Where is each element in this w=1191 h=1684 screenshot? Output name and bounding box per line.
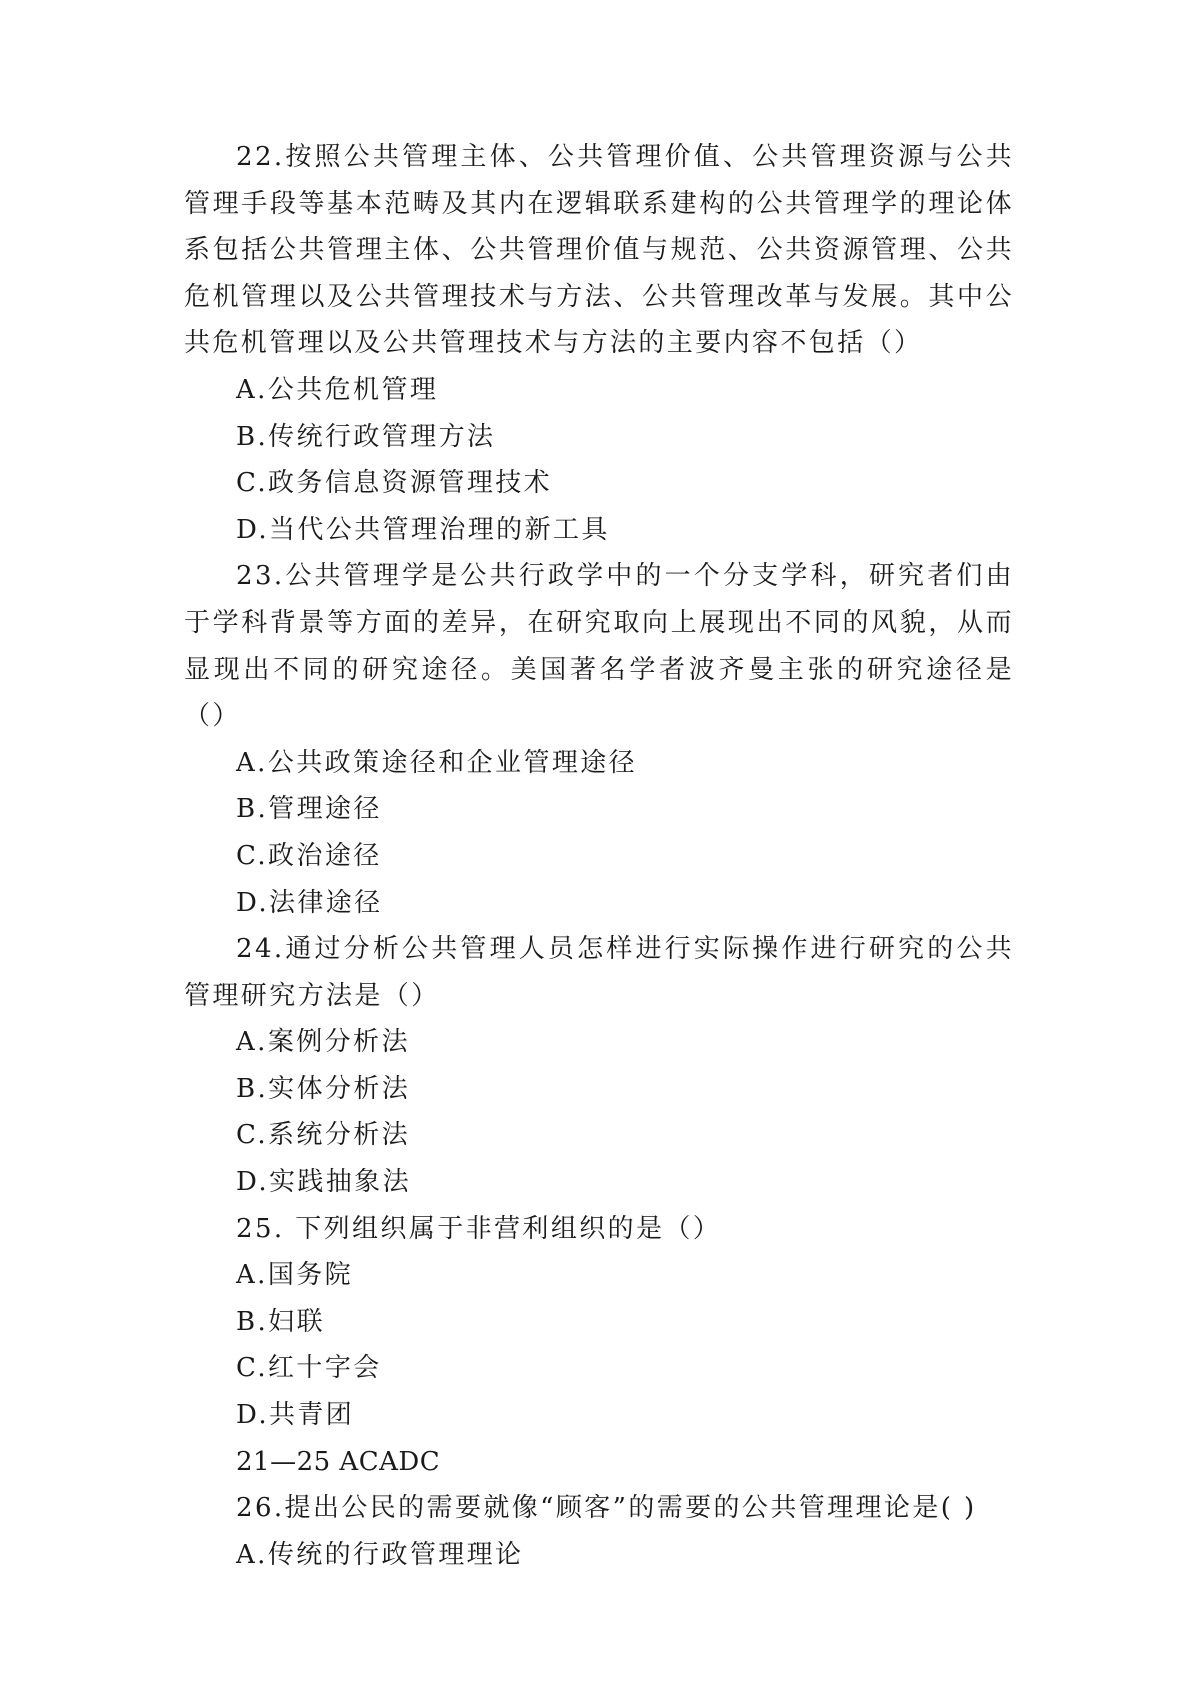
option-a: A.公共危机管理 xyxy=(236,374,439,405)
question-24 xyxy=(184,926,1014,1206)
document-page xyxy=(184,134,1014,1578)
option-a: A.国务院 xyxy=(236,1260,354,1291)
option-d: D.法律途径 xyxy=(236,887,383,918)
question-23 xyxy=(184,553,1014,926)
option-b: B.实体分析法 xyxy=(236,1073,411,1104)
option-d: D.实践抽象法 xyxy=(236,1167,411,1198)
option-b: B.管理途径 xyxy=(236,794,382,825)
question-26 xyxy=(184,1485,1014,1578)
option-c: C.政治途径 xyxy=(236,840,382,871)
question-stem: 26.提出公民的需要就像“顾客”的需要的公共管理理论是( ) xyxy=(236,1493,977,1524)
answer-key: 21—25 ACADC xyxy=(236,1446,441,1477)
question-stem: 25. 下列组织属于非营利组织的是（） xyxy=(236,1213,722,1244)
question-stem: 23.公共管理学是公共行政学中的一个分支学科，研究者们由于学科背景等方面的差异，在研究取向上展现出不同的风貌，从而显现出不同的研究途径。美国著名学者波齐曼主张的研究途径是（） xyxy=(184,561,1014,732)
option-c: C.政务信息资源管理技术 xyxy=(236,468,553,499)
question-stem: 24.通过分析公共管理人员怎样进行实际操作进行研究的公共管理研究方法是（） xyxy=(184,934,1014,1011)
option-a: A.案例分析法 xyxy=(236,1027,410,1058)
option-a: A.传统的行政管理理论 xyxy=(236,1539,524,1570)
question-22 xyxy=(184,134,1014,553)
option-c: C.红十字会 xyxy=(236,1353,382,1384)
question-stem: 22.按照公共管理主体、公共管理价值、公共管理资源与公共管理手段等基本范畴及其内在逻辑联系建构的公共管理学的理论体系包括公共管理主体、公共管理价值与规范、公共资源管理、公共危机管理以及公共管理技术与方法、公共管理改革与发展。其中公共危机管理以及公共管理技术与方法的主要内容不包括（） xyxy=(184,142,1014,359)
option-d: D.当代公共管理治理的新工具 xyxy=(236,514,610,545)
option-d: D.共青团 xyxy=(236,1400,355,1431)
option-b: B.传统行政管理方法 xyxy=(236,421,496,452)
option-b: B.妇联 xyxy=(236,1306,325,1337)
question-25 xyxy=(184,1206,1014,1439)
option-c: C.系统分析法 xyxy=(236,1120,411,1151)
option-a: A.公共政策途径和企业管理途径 xyxy=(236,747,638,778)
